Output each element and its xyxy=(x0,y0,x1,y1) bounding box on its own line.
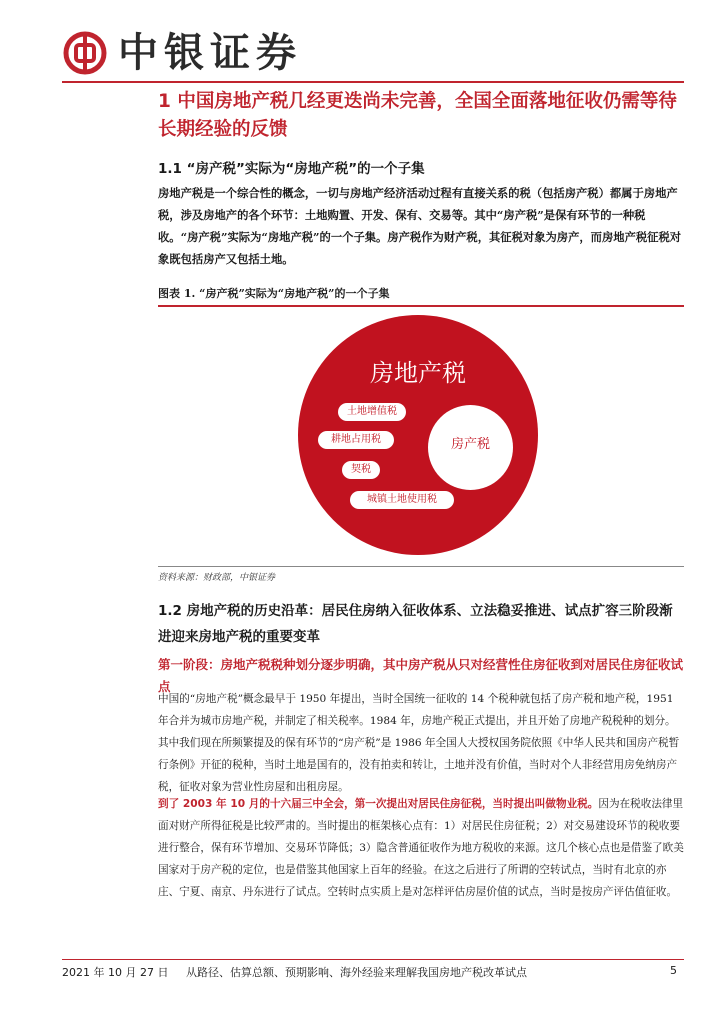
outer-circle-label: 房地产税 xyxy=(370,359,466,387)
body-paragraph: 房地产税是一个综合性的概念，一切与房地产经济活动过程有直接关系的税（包括房产税）都属于房地产税，涉及房地产的各个环节：土地购置、开发、保有、交易等。其中“房产税”是保有环节的一种税收。“房产税”实际为“房地产税”的一个子集。房产税作为财产税，其征税对象为房产，而房地产税征税对象既包括房产又包括土地。 xyxy=(158,186,682,266)
item-label: 土地增值税 xyxy=(338,403,406,421)
figure-caption: 图表 1. “房产税”实际为“房地产税”的一个子集 xyxy=(158,287,390,300)
section-title: 1 中国房地产税几经更迭尚未完善，全国全面落地征收仍需等待长期经验的反馈 xyxy=(158,91,677,140)
page-number: 5 xyxy=(670,964,677,977)
figure-bottom-divider xyxy=(158,566,684,567)
subsection-title: 1.2 房地产税的历史沿革：居民住房纳入征收体系、立法稳妥推进、试点扩容三阶段渐进迎来房地产税的重要变革 xyxy=(158,603,673,645)
venn-diagram xyxy=(298,315,538,555)
highlight-text: 到了 2003 年 10 月的十六届三中全会，第一次提出对居民住房征税，当时提出叫做物业税。 xyxy=(158,798,599,810)
paragraph-text: 因为在税收法律里面对财产所得征税是比较严肃的。当时提出的框架核心点有：1）对居民住房征税；2）对交易建设环节的税收要进行整合，保有环节增加、交易环节降低；3）隐含普通征收作为地方税收的来源。这几个核心点也是借鉴了欧美国家对于房产税的定位，也是借鉴其他国家上百年的经验。在这之后进行了所谓的空转试点，当时有北京的亦庄、宁夏、南京、丹东进行了试点。空转时点实质上是对怎样评估房屋价值的试点，当时是按房产评估值征收。 xyxy=(158,798,684,898)
item-label: 契税 xyxy=(342,461,380,479)
subsection-title: 1.1 “房产税”实际为“房地产税”的一个子集 xyxy=(158,161,425,177)
footer-title: 从路径、估算总额、预期影响、海外经验来理解我国房地产税改革试点 xyxy=(186,966,527,979)
figure-top-divider xyxy=(158,305,684,307)
stage-heading: 第一阶段：房地产税税种划分逐步明确，其中房产税从只对经营性住房征收到对居民住房征收试点 xyxy=(158,657,684,694)
item-label: 城镇土地使用税 xyxy=(350,491,454,509)
item-label: 耕地占用税 xyxy=(318,431,394,449)
inner-circle-label: 房产税 xyxy=(450,437,490,452)
brand-name: 中银证券 xyxy=(118,30,302,76)
figure-source: 资料来源：财政部，中银证券 xyxy=(158,573,276,583)
header-divider xyxy=(62,81,684,83)
body-paragraph xyxy=(158,793,686,903)
footer-divider xyxy=(62,959,684,960)
bank-of-china-logo-icon xyxy=(62,30,108,76)
body-paragraph: 中国的“房地产税”概念最早于 1950 年提出，当时全国统一征收的 14 个税种就包括了房产税和地产税，1951 年合并为城市房地产税，并制定了相关税率。1984 年，房地产税正式提出，并且开始了房地产税税种的划分。其中我们现在所频繁提及的保有环节的“房产税”是 1986 年全国人大授权国务院依照《中华人民共和国房产税暂行条例》开征的税种，当时土地是国有的，没有拍卖和转让，土地并没有价值，当时对个人非经营用房免纳房产税，征收对象为营业性房屋和出租房屋。 xyxy=(158,693,680,793)
footer-date: 2021 年 10 月 27 日 xyxy=(62,966,169,979)
